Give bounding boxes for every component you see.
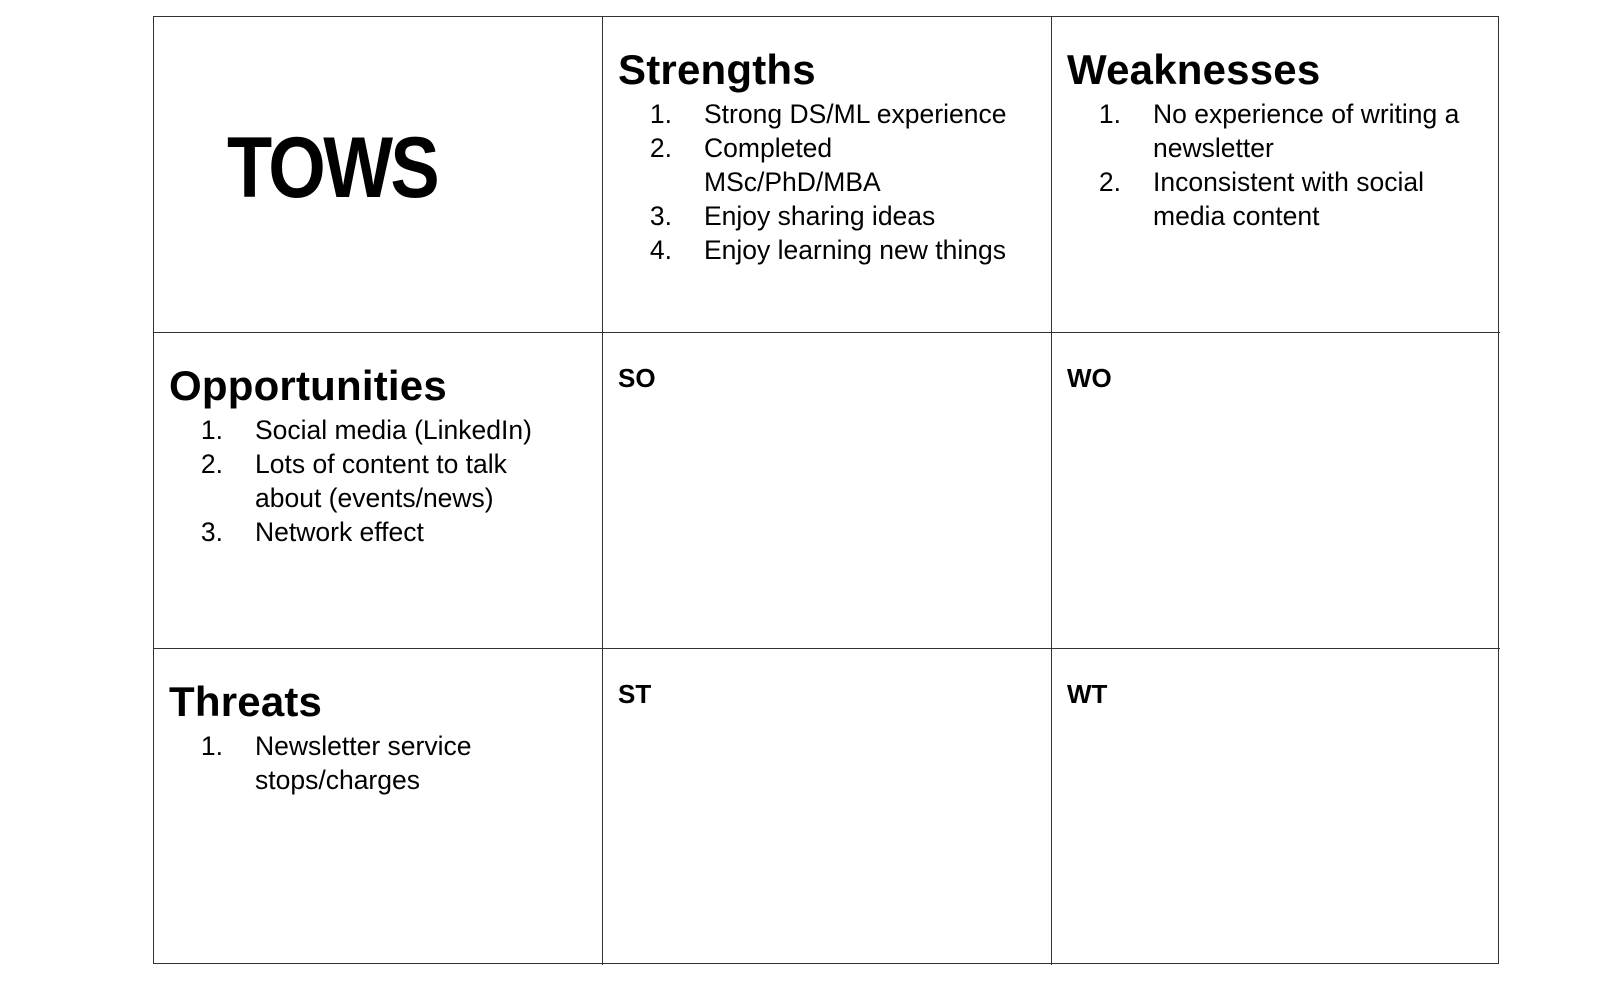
strengths-cell [603, 17, 1052, 333]
item-text: Enjoy sharing ideas [704, 201, 936, 231]
item-number: 1. [649, 99, 672, 129]
tows-title: TOWS [227, 120, 438, 216]
list-item [618, 97, 1051, 131]
wo-label: WO [1067, 363, 1112, 393]
item-number: 1. [200, 415, 223, 445]
wt-cell [1052, 649, 1500, 965]
st-cell [603, 649, 1052, 965]
item-text: Social media (LinkedIn) [255, 415, 532, 445]
list-item [1067, 165, 1500, 233]
item-number: 3. [649, 201, 672, 231]
strengths-list [618, 97, 1051, 267]
list-item [618, 233, 1051, 267]
item-number: 3. [200, 517, 223, 547]
item-number: 1. [200, 731, 223, 761]
st-label: ST [618, 679, 652, 709]
opportunities-heading: Opportunities [169, 362, 447, 409]
item-text: Strong DS/ML experience [704, 99, 1007, 129]
opportunities-list [169, 413, 602, 549]
list-item [169, 729, 602, 797]
threats-heading: Threats [169, 678, 323, 725]
so-cell [603, 333, 1052, 649]
item-text: Lots of content to talk about (events/news) [255, 449, 507, 513]
threats-cell [154, 649, 603, 965]
tows-matrix [153, 16, 1499, 964]
wt-label: WT [1067, 679, 1108, 709]
list-item [618, 199, 1051, 233]
weaknesses-heading: Weaknesses [1067, 46, 1321, 93]
weaknesses-list [1067, 97, 1500, 233]
threats-list [169, 729, 602, 797]
item-text: Enjoy learning new things [704, 235, 1006, 265]
opportunities-cell [154, 333, 603, 649]
title-cell [154, 17, 603, 333]
item-text: Network effect [255, 517, 424, 547]
list-item [169, 447, 602, 515]
item-number: 4. [649, 235, 672, 265]
item-text: Inconsistent with social media content [1153, 167, 1425, 231]
item-number: 2. [1098, 167, 1121, 197]
list-item [618, 131, 1051, 199]
weaknesses-cell [1052, 17, 1500, 333]
list-item [169, 515, 602, 549]
item-number: 2. [649, 133, 672, 163]
item-text: Completed MSc/PhD/MBA [704, 133, 881, 197]
strengths-heading: Strengths [618, 46, 816, 93]
list-item [169, 413, 602, 447]
item-text: No experience of writing a newsletter [1153, 99, 1460, 163]
item-text: Newsletter service stops/charges [255, 731, 472, 795]
list-item [1067, 97, 1500, 165]
wo-cell [1052, 333, 1500, 649]
item-number: 1. [1098, 99, 1121, 129]
so-label: SO [618, 363, 656, 393]
item-number: 2. [200, 449, 223, 479]
